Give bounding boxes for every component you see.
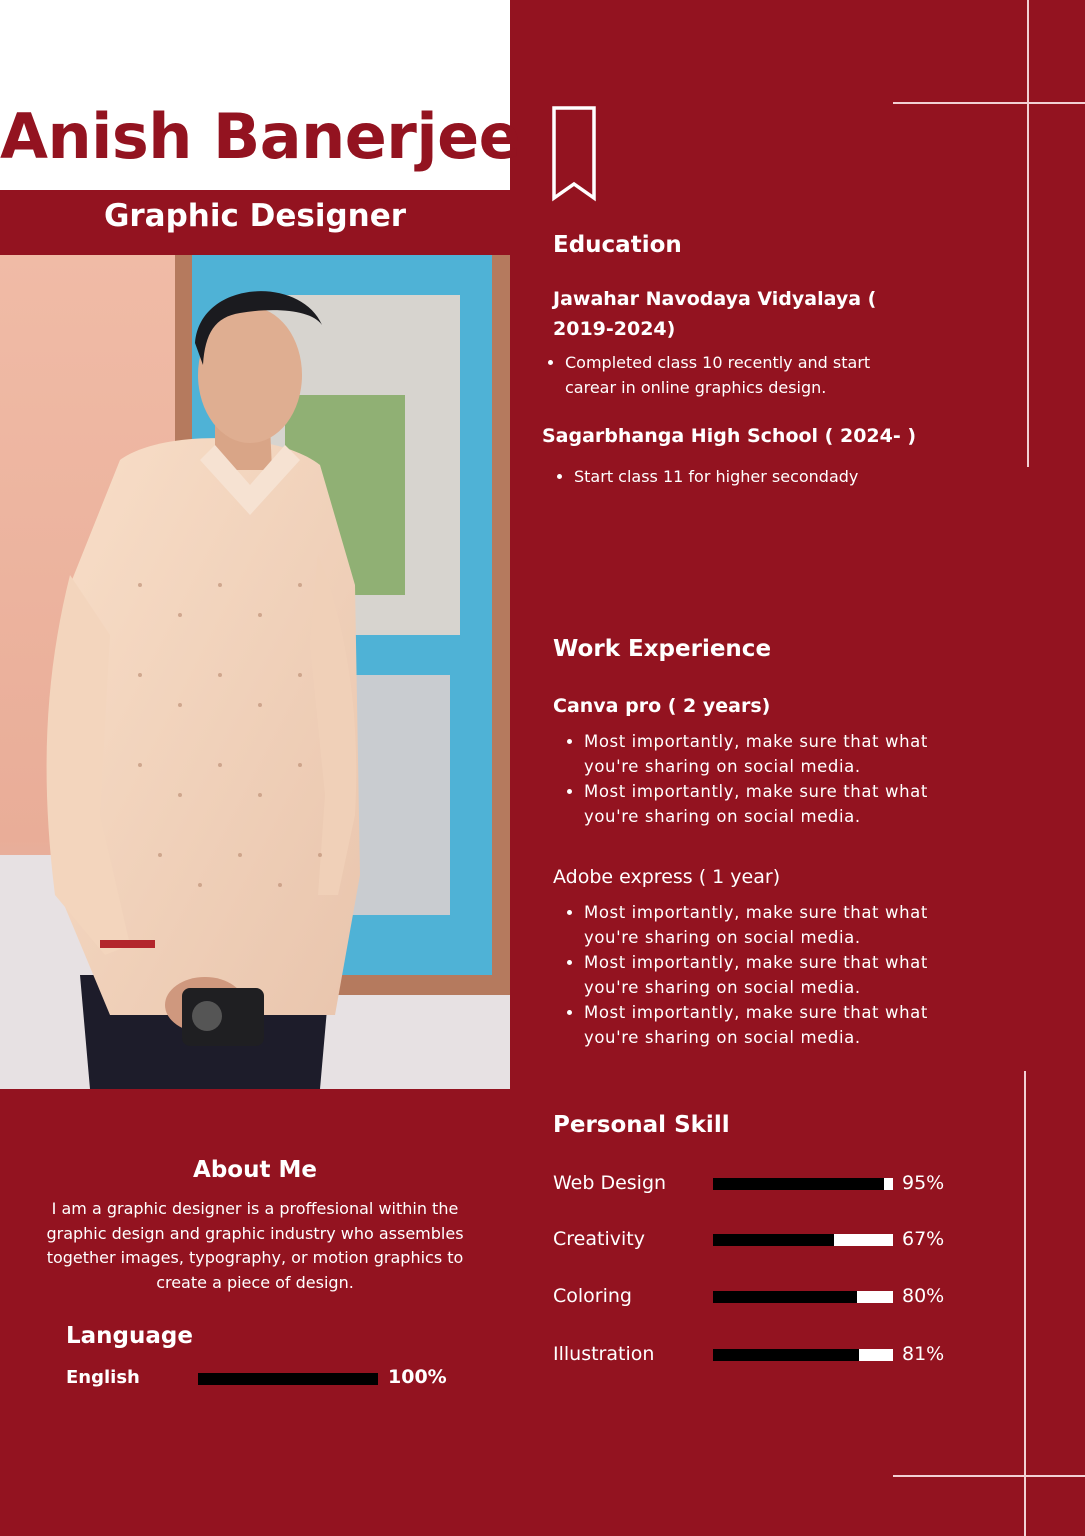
skill-bar-coloring [713,1291,893,1303]
work-bullet: • Most importantly, make sure that what you're sharing on social media. [584,779,954,829]
work-bullet: • Most importantly, make sure that what you're sharing on social media. [584,900,954,950]
decor-line-horizontal-bottom [893,1475,1085,1477]
skill-bar-illustration [713,1349,893,1361]
skill-label-web-design: Web Design [553,1172,667,1194]
skill-label-coloring: Coloring [553,1285,632,1307]
job-title: Graphic Designer [103,198,407,234]
skill-bar-fill [713,1291,857,1303]
decor-line-vertical-top [1027,0,1029,467]
skill-percent-coloring: 80% [902,1285,945,1307]
work-job-2-title: Adobe express ( 1 year) [553,866,781,888]
work-job-1-details [564,729,954,829]
language-label-english: English [66,1367,140,1388]
person-name: Anish Banerjee [0,100,521,173]
profile-photo [0,255,510,1089]
decor-line-horizontal-top [893,102,1085,104]
skill-percent-illustration: 81% [902,1343,945,1365]
education-school-1: Jawahar Navodaya Vidyalaya ( 2019-2024) [553,288,877,340]
skill-label-illustration: Illustration [553,1343,655,1365]
about-text: I am a graphic designer is a proffesional within the graphic design and graphic industry who assembles together images, typography, or motion graphics to create a piece of design. [46,1199,464,1292]
education-school-2-details [554,464,914,489]
about-heading: About Me [193,1157,317,1183]
education-school-1-details [545,350,885,400]
work-job-1-title: Canva pro ( 2 years) [553,695,771,717]
skill-percent-web-design: 95% [902,1172,945,1194]
bookmark-icon [552,106,596,206]
decor-line-vertical-bottom [1024,1071,1026,1536]
work-bullet: • Most importantly, make sure that what you're sharing on social media. [584,950,954,1000]
skill-bar-fill [713,1349,859,1361]
skill-bar-web-design [713,1178,893,1190]
work-heading: Work Experience [553,636,772,662]
skill-percent-creativity: 67% [902,1228,945,1250]
skill-bar-creativity [713,1234,893,1246]
skill-bar-fill [713,1234,834,1246]
skill-label-creativity: Creativity [553,1228,645,1250]
skills-heading: Personal Skill [553,1112,730,1138]
language-bar-english [198,1373,378,1385]
work-bullet: • Most importantly, make sure that what you're sharing on social media. [584,1000,954,1050]
education-bullet: • Completed class 10 recently and start carear in online graphics design. [565,350,885,400]
education-school-2: Sagarbhanga High School ( 2024- ) [542,425,917,447]
language-heading: Language [66,1323,193,1349]
education-bullet: • Start class 11 for higher secondady [574,464,914,489]
work-bullet: • Most importantly, make sure that what you're sharing on social media. [584,729,954,779]
education-heading: Education [553,232,682,258]
language-percent-english: 100% [388,1366,447,1388]
work-job-2-details [564,900,954,1050]
language-bar-fill [198,1373,378,1385]
skill-bar-fill [713,1178,884,1190]
